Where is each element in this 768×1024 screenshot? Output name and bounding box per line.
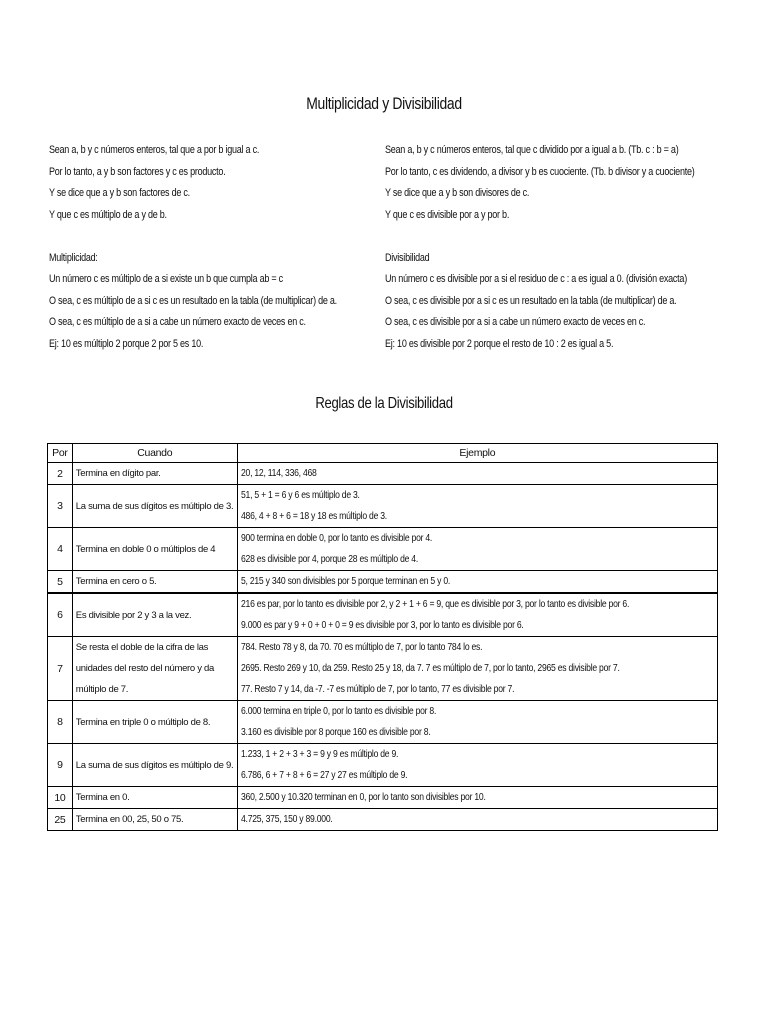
- table-row: [48, 744, 718, 787]
- table-row: [48, 571, 718, 594]
- rule-example-line: 5, 215 y 340 son divisibles por 5 porque terminan en 5 y 0.: [240, 575, 450, 587]
- rule-condition: [72, 701, 237, 744]
- rule-example-line: 1.233, 1 + 2 + 3 + 3 = 9 y 9 es múltiplo de 9.: [240, 748, 398, 760]
- rule-example: [237, 528, 717, 571]
- left-body-3: O sea, c es múltiplo de a si a cabe un número exacto de veces en c.: [49, 316, 306, 328]
- divisibility-column: [385, 140, 745, 355]
- rule-condition-text: La suma de sus dígitos es múltiplo de 3.: [75, 500, 234, 512]
- right-body-4: Ej: 10 es divisible por 2 porque el resto de 10 : 2 es igual a 5.: [385, 337, 614, 350]
- rule-condition-text: Termina en 0.: [75, 792, 130, 803]
- left-body-2: O sea, c es múltiplo de a si c es un resultado en la tabla (de multiplicar) de a.: [49, 294, 337, 307]
- rule-condition: [72, 571, 237, 594]
- table-row: [48, 463, 718, 485]
- left-intro-2: Por lo tanto, a y b son factores y c es producto.: [49, 165, 226, 178]
- left-intro-1: Sean a, b y c números enteros, tal que a por b igual a c.: [49, 144, 260, 156]
- rule-condition: [72, 809, 237, 831]
- rule-condition-text: Termina en triple 0 o múltiplo de 8.: [75, 716, 211, 728]
- rule-example: [237, 701, 717, 744]
- rule-divisor: 25: [48, 809, 73, 831]
- left-body-4: Ej: 10 es múltiplo 2 porque 2 por 5 es 10.: [49, 337, 204, 350]
- rule-example-line: 20, 12, 114, 336, 468: [240, 467, 317, 479]
- rule-condition-text: La suma de sus dígitos es múltiplo de 9.: [75, 759, 234, 771]
- header-cuando: Cuando: [72, 444, 237, 463]
- rule-example-line: 3.160 es divisible por 8 porque 160 es divisible por 8.: [240, 726, 431, 738]
- rule-condition-text: Termina en 00, 25, 50 o 75.: [75, 814, 184, 825]
- rule-example: [237, 463, 717, 485]
- table-row: [48, 701, 718, 744]
- right-intro-2: Por lo tanto, c es dividendo, a divisor y b es cuociente. (Tb. b divisor y a cuociente): [385, 165, 695, 178]
- right-body-2: O sea, c es divisible por a si c es un resultado en la tabla (de multiplicar) de a.: [385, 294, 677, 307]
- rule-example: [237, 571, 717, 594]
- rule-example: [237, 637, 717, 701]
- multiplicity-column: [49, 140, 409, 355]
- rules-title: Reglas de la Divisibilidad: [315, 395, 453, 412]
- table-row: [48, 485, 718, 528]
- header-ejemplo: Ejemplo: [237, 444, 717, 463]
- right-body-3: O sea, c es divisible por a si a cabe un número exacto de veces en c.: [385, 316, 646, 328]
- rule-divisor: 4: [48, 528, 73, 571]
- right-intro-4: Y que c es divisible por a y por b.: [385, 208, 510, 221]
- header-por: Por: [48, 444, 73, 463]
- rule-example: [237, 787, 717, 809]
- rule-example-line: 6.786, 6 + 7 + 8 + 6 = 27 y 27 es múltiplo de 9.: [240, 769, 407, 781]
- rule-example-line: 784. Resto 78 y 8, da 70. 70 es múltiplo de 7, por lo tanto 784 lo es.: [240, 641, 482, 653]
- rule-divisor: 9: [48, 744, 73, 787]
- rule-example: [237, 485, 717, 528]
- left-intro-3: Y se dice que a y b son factores de c.: [49, 187, 190, 199]
- rule-example: [237, 809, 717, 831]
- rule-example-line: 51, 5 + 1 = 6 y 6 es múltiplo de 3.: [240, 489, 360, 501]
- table-row: [48, 528, 718, 571]
- rule-example-line: 9.000 es par y 9 + 0 + 0 + 0 = 9 es divisible por 3, por lo tanto es divisible por 6.: [240, 619, 524, 631]
- rule-example-line: 486, 4 + 8 + 6 = 18 y 18 es múltiplo de 3.: [240, 510, 387, 522]
- divisibility-heading: Divisibilidad: [385, 251, 430, 264]
- rule-condition-text: Termina en doble 0 o múltiplos de 4: [75, 543, 216, 555]
- rule-divisor: 7: [48, 637, 73, 701]
- table-row: [48, 637, 718, 701]
- rule-condition: [72, 787, 237, 809]
- rule-divisor: 10: [48, 787, 73, 809]
- rule-divisor: 5: [48, 571, 73, 594]
- table-row: [48, 593, 718, 637]
- rule-condition: [72, 485, 237, 528]
- left-body-1: Un número c es múltiplo de a si existe un b que cumpla ab = c: [49, 273, 283, 285]
- rule-example: [237, 593, 717, 637]
- rule-divisor: 3: [48, 485, 73, 528]
- rule-divisor: 6: [48, 593, 73, 637]
- rule-condition: [72, 528, 237, 571]
- rule-condition-text: Termina en dígito par.: [75, 468, 161, 479]
- rule-condition: [72, 463, 237, 485]
- rule-condition-text: Se resta el doble de la cifra de las unidades del resto del número y da múltiplo de 7.: [75, 642, 214, 695]
- rule-divisor: 2: [48, 463, 73, 485]
- right-body-1: Un número c es divisible por a si el residuo de c : a es igual a 0. (división exacta): [385, 273, 687, 285]
- rule-condition: [72, 637, 237, 701]
- rule-example-line: 2695. Resto 269 y 10, da 259. Resto 25 y 18, da 7. 7 es múltiplo de 7, por lo tanto, 2965 es divisible por 7.: [240, 662, 620, 674]
- table-row: [48, 809, 718, 831]
- rule-example-line: 6.000 termina en triple 0, por lo tanto es divisible por 8.: [240, 705, 436, 717]
- rule-condition-text: Termina en cero o 5.: [75, 576, 157, 587]
- table-header-row: [48, 444, 718, 463]
- rule-example-line: 360, 2.500 y 10.320 terminan en 0, por lo tanto son divisibles por 10.: [240, 791, 486, 803]
- rule-example: [237, 744, 717, 787]
- rule-condition-text: Es divisible por 2 y 3 a la vez.: [75, 609, 192, 621]
- rule-divisor: 8: [48, 701, 73, 744]
- table-row: [48, 787, 718, 809]
- rule-condition: [72, 593, 237, 637]
- rule-example-line: 4.725, 375, 150 y 89.000.: [240, 813, 333, 825]
- rule-example-line: 628 es divisible por 4, porque 28 es múltiplo de 4.: [240, 553, 418, 565]
- rule-example-line: 900 termina en doble 0, por lo tanto es divisible por 4.: [240, 532, 432, 544]
- right-intro-1: Sean a, b y c números enteros, tal que c dividido por a igual a b. (Tb. c : b = a): [385, 144, 679, 156]
- rule-example-line: 216 es par, por lo tanto es divisible por 2, y 2 + 1 + 6 = 9, que es divisible por 3, por lo tanto es divisible por 6.: [240, 598, 629, 610]
- rule-example-line: 77. Resto 7 y 14, da -7. -7 es múltiplo de 7, por lo tanto, 77 es divisible por 7.: [240, 683, 514, 695]
- left-intro-4: Y que c es múltiplo de a y de b.: [49, 208, 167, 221]
- right-intro-3: Y se dice que a y b son divisores de c.: [385, 187, 530, 199]
- rule-condition: [72, 744, 237, 787]
- multiplicity-heading: Multiplicidad:: [49, 251, 98, 264]
- page-title: Multiplicidad y Divisibilidad: [306, 94, 462, 113]
- divisibility-rules-table: [47, 443, 718, 831]
